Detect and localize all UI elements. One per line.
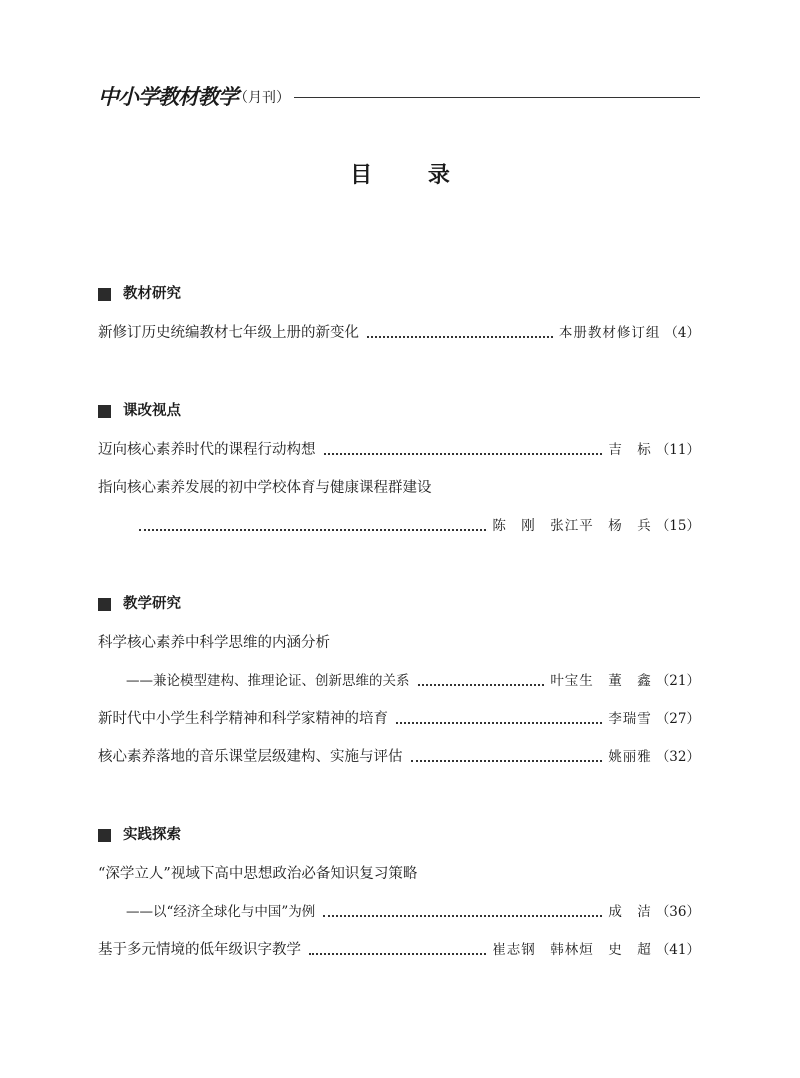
section-heading [98,825,181,845]
dot-leader [324,453,603,455]
page-title: 目 录 [350,162,474,188]
section-heading [98,284,181,304]
toc-entry[interactable] [98,746,700,768]
entry-title[interactable]: “深学立人”视域下高中思想政治必备知识复习策略 [98,866,418,882]
section-square-icon [98,829,111,842]
section-square-icon [98,405,111,418]
entry-page: （41） [655,942,700,958]
toc-entry[interactable] [98,939,700,961]
section-square-icon [98,288,111,301]
entry-page: （32） [655,749,700,765]
section-heading [98,594,181,614]
dot-leader [367,336,553,338]
entry-author: 吉 标 [608,442,652,458]
entry-page: （4） [664,325,700,341]
entry-subtitle: ——以“经济全球化与中国”为例 [126,904,316,920]
entry-author: 成 洁 [608,904,652,920]
entry-author: 姚丽雅 [608,749,652,765]
entry-author: 本册教材修订组 [558,325,661,341]
dot-leader [323,915,602,917]
entry-subtitle: ——兼论模型建构、推理论证、创新思维的关系 [126,673,410,689]
entry-page: （11） [655,442,700,458]
journal-header [98,84,700,110]
section-label: 教材研究 [123,286,181,302]
dot-leader [396,722,602,724]
entry-title: 新修订历史统编教材七年级上册的新变化 [98,325,359,341]
entry-author: 李瑞雪 [608,711,652,727]
entry-author: 崔志钢 韩林烜 史 超 [492,942,652,958]
entry-page: （21） [655,673,700,689]
journal-masthead: 中小学教材教学 [98,84,238,109]
dot-leader [411,760,603,762]
entry-title[interactable]: 科学核心素养中科学思维的内涵分析 [98,635,330,651]
entry-title[interactable]: 指向核心素养发展的初中学校体育与健康课程群建设 [98,480,432,496]
toc-entry-subtitle[interactable] [126,901,700,923]
section-label: 课改视点 [123,403,181,419]
toc-entry-continuation[interactable] [139,515,700,537]
entry-author: 叶宝生 董 鑫 [550,673,652,689]
toc-entry-subtitle[interactable] [126,670,700,692]
entry-title: 迈向核心素养时代的课程行动构想 [98,442,316,458]
toc-entry[interactable] [98,708,700,730]
dot-leader [418,684,545,686]
toc-entry[interactable] [98,439,700,461]
entry-title: 核心素养落地的音乐课堂层级建构、实施与评估 [98,749,403,765]
entry-title: 新时代中小学生科学精神和科学家精神的培育 [98,711,388,727]
dot-leader [309,953,486,955]
section-label: 实践探索 [123,827,181,843]
entry-author: 陈 刚 张江平 杨 兵 [492,518,652,534]
entry-page: （36） [655,904,700,920]
section-heading [98,401,181,421]
entry-page: （27） [655,711,700,727]
toc-entry[interactable] [98,322,700,344]
dot-leader [139,529,486,531]
header-rule [294,97,700,98]
entry-page: （15） [655,518,700,534]
section-label: 教学研究 [123,596,181,612]
journal-frequency: （月刊） [234,90,290,106]
section-square-icon [98,598,111,611]
entry-title: 基于多元情境的低年级识字教学 [98,942,301,958]
